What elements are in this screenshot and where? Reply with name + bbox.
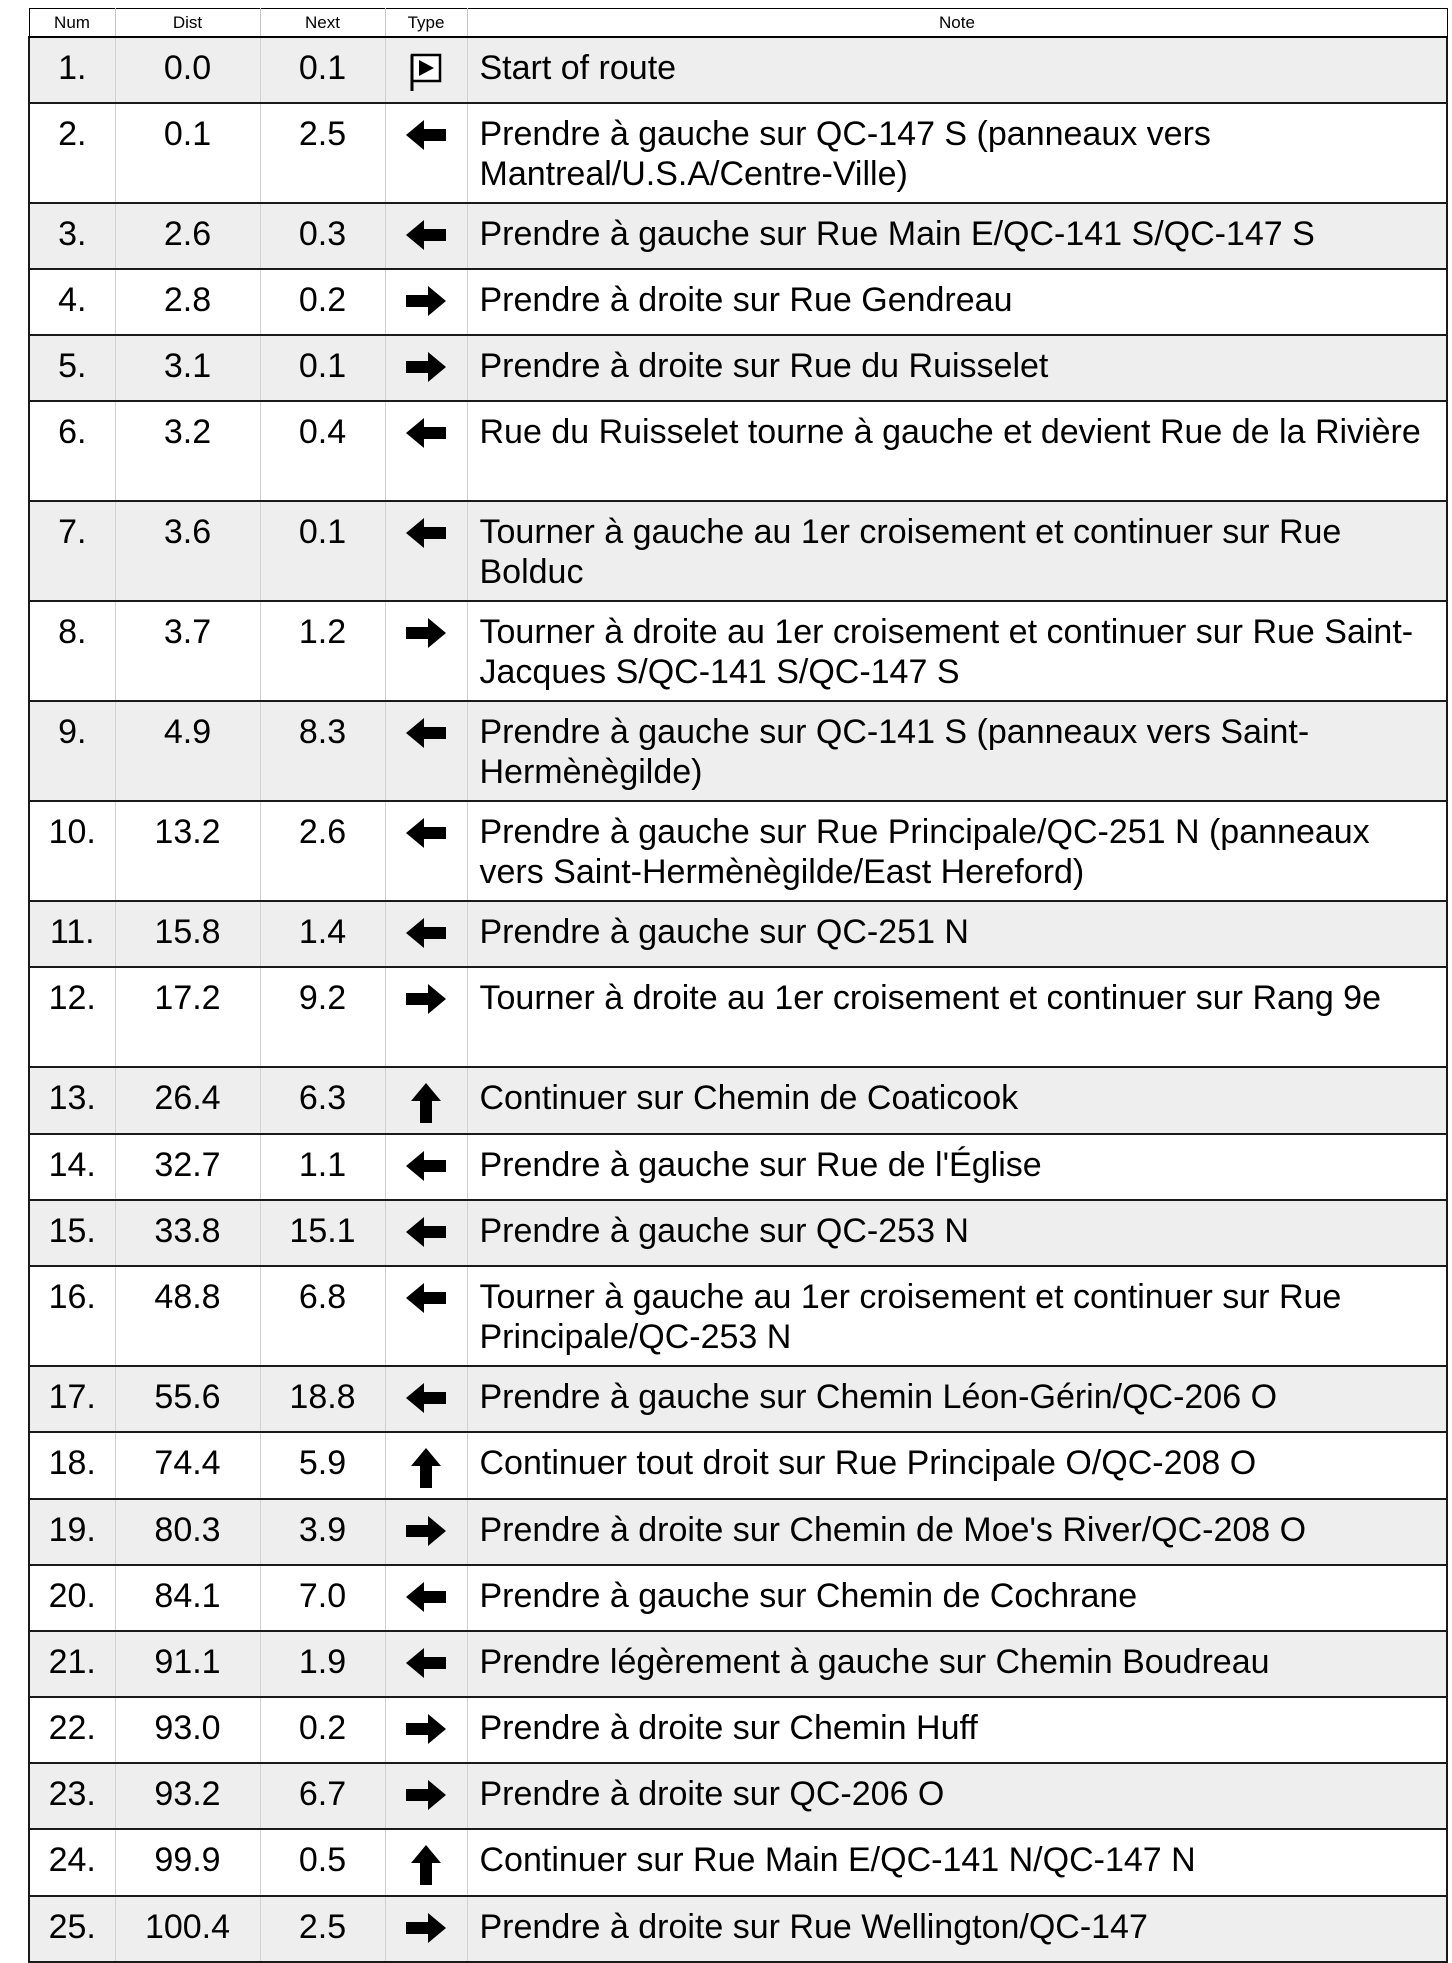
- table-row: [29, 601, 1447, 701]
- cell-next: 0.2: [260, 269, 385, 335]
- cell-type: [385, 1134, 467, 1200]
- left-arrow-icon: [404, 1580, 448, 1614]
- cell-dist: 3.2: [115, 401, 260, 501]
- left-arrow-icon: [404, 1215, 448, 1249]
- cell-type: [385, 269, 467, 335]
- right-arrow-icon: [404, 1514, 448, 1548]
- cell-type: [385, 1631, 467, 1697]
- table-row: [29, 269, 1447, 335]
- cell-dist: 0.1: [115, 103, 260, 203]
- right-arrow-icon: [404, 1911, 448, 1945]
- cell-dist: 93.2: [115, 1763, 260, 1829]
- left-arrow-icon: [404, 416, 448, 450]
- cell-next: 1.4: [260, 901, 385, 967]
- cell-dist: 13.2: [115, 801, 260, 901]
- cell-num: 5.: [29, 335, 115, 401]
- cell-type: [385, 1829, 467, 1896]
- left-arrow-icon: [404, 1149, 448, 1183]
- cell-next: 2.6: [260, 801, 385, 901]
- table-row: [29, 1631, 1447, 1697]
- left-arrow-icon: [404, 1281, 448, 1315]
- cell-type: [385, 203, 467, 269]
- cell-num: 18.: [29, 1432, 115, 1499]
- cell-type: [385, 801, 467, 901]
- cell-next: 2.5: [260, 103, 385, 203]
- cell-type: [385, 1067, 467, 1134]
- cell-note: Prendre à gauche sur Rue de l'Église: [467, 1134, 1447, 1200]
- cell-note: Prendre à droite sur Rue du Ruisselet: [467, 335, 1447, 401]
- straight-arrow-icon: [409, 1844, 443, 1886]
- cell-next: 6.3: [260, 1067, 385, 1134]
- cell-dist: 0.0: [115, 37, 260, 103]
- cell-num: 17.: [29, 1366, 115, 1432]
- cell-note: Prendre à droite sur Chemin Huff: [467, 1697, 1447, 1763]
- cell-dist: 26.4: [115, 1067, 260, 1134]
- cell-note: Prendre à droite sur Rue Gendreau: [467, 269, 1447, 335]
- cell-type: [385, 601, 467, 701]
- cue-sheet-table: [28, 8, 1448, 1963]
- table-row: [29, 401, 1447, 501]
- right-arrow-icon: [404, 350, 448, 384]
- cell-num: 23.: [29, 1763, 115, 1829]
- right-arrow-icon: [404, 1778, 448, 1812]
- left-arrow-icon: [404, 916, 448, 950]
- right-arrow-icon: [404, 616, 448, 650]
- table-header: [29, 9, 1447, 38]
- cell-next: 18.8: [260, 1366, 385, 1432]
- cell-note: Prendre à gauche sur Chemin de Cochrane: [467, 1565, 1447, 1631]
- cell-dist: 48.8: [115, 1266, 260, 1366]
- table-row: [29, 1134, 1447, 1200]
- cell-note: Start of route: [467, 37, 1447, 103]
- cell-num: 15.: [29, 1200, 115, 1266]
- cell-type: [385, 1565, 467, 1631]
- cell-next: 0.3: [260, 203, 385, 269]
- left-arrow-icon: [404, 1646, 448, 1680]
- cell-num: 1.: [29, 37, 115, 103]
- cell-next: 6.7: [260, 1763, 385, 1829]
- cell-note: Tourner à gauche au 1er croisement et continuer sur Rue Principale/QC-253 N: [467, 1266, 1447, 1366]
- cell-num: 11.: [29, 901, 115, 967]
- cell-num: 16.: [29, 1266, 115, 1366]
- cell-num: 25.: [29, 1896, 115, 1962]
- cell-type: [385, 1896, 467, 1962]
- cell-note: Prendre à gauche sur QC-253 N: [467, 1200, 1447, 1266]
- table-row: [29, 967, 1447, 1067]
- table-row: [29, 335, 1447, 401]
- cell-num: 10.: [29, 801, 115, 901]
- table-row: [29, 1499, 1447, 1565]
- cell-next: 15.1: [260, 1200, 385, 1266]
- left-arrow-icon: [404, 516, 448, 550]
- header-row: [29, 9, 1447, 38]
- cell-next: 9.2: [260, 967, 385, 1067]
- header-dist: Dist: [115, 9, 260, 38]
- cell-type: [385, 501, 467, 601]
- cell-num: 14.: [29, 1134, 115, 1200]
- cell-next: 0.4: [260, 401, 385, 501]
- table-row: [29, 701, 1447, 801]
- straight-arrow-icon: [409, 1447, 443, 1489]
- cell-type: [385, 967, 467, 1067]
- table-row: [29, 1200, 1447, 1266]
- header-num: Num: [29, 9, 115, 38]
- cell-type: [385, 1266, 467, 1366]
- cell-note: Prendre à gauche sur QC-147 S (panneaux vers Mantreal/U.S.A/Centre-Ville): [467, 103, 1447, 203]
- cell-note: Continuer sur Rue Main E/QC-141 N/QC-147 N: [467, 1829, 1447, 1896]
- cell-type: [385, 37, 467, 103]
- cell-type: [385, 103, 467, 203]
- cell-next: 6.8: [260, 1266, 385, 1366]
- cell-num: 7.: [29, 501, 115, 601]
- cell-note: Prendre à gauche sur QC-141 S (panneaux vers Saint-Hermènègilde): [467, 701, 1447, 801]
- cell-next: 0.2: [260, 1697, 385, 1763]
- cell-next: 1.1: [260, 1134, 385, 1200]
- cell-next: 7.0: [260, 1565, 385, 1631]
- cell-note: Tourner à gauche au 1er croisement et continuer sur Rue Bolduc: [467, 501, 1447, 601]
- cell-dist: 3.1: [115, 335, 260, 401]
- left-arrow-icon: [404, 816, 448, 850]
- cell-type: [385, 1432, 467, 1499]
- header-next: Next: [260, 9, 385, 38]
- cell-note: Prendre à droite sur Chemin de Moe's River/QC-208 O: [467, 1499, 1447, 1565]
- cell-type: [385, 1200, 467, 1266]
- cell-note: Continuer sur Chemin de Coaticook: [467, 1067, 1447, 1134]
- cell-dist: 2.6: [115, 203, 260, 269]
- left-arrow-icon: [404, 716, 448, 750]
- cell-dist: 74.4: [115, 1432, 260, 1499]
- cell-dist: 33.8: [115, 1200, 260, 1266]
- cell-next: 0.1: [260, 501, 385, 601]
- table-row: [29, 801, 1447, 901]
- cell-dist: 93.0: [115, 1697, 260, 1763]
- cell-num: 13.: [29, 1067, 115, 1134]
- table-row: [29, 1266, 1447, 1366]
- cell-dist: 4.9: [115, 701, 260, 801]
- cell-next: 0.1: [260, 335, 385, 401]
- cell-note: Prendre à gauche sur QC-251 N: [467, 901, 1447, 967]
- table-row: [29, 1763, 1447, 1829]
- cell-num: 21.: [29, 1631, 115, 1697]
- cell-next: 0.5: [260, 1829, 385, 1896]
- table-row: [29, 1896, 1447, 1962]
- left-arrow-icon: [404, 118, 448, 152]
- cell-dist: 3.6: [115, 501, 260, 601]
- cell-next: 5.9: [260, 1432, 385, 1499]
- cell-note: Tourner à droite au 1er croisement et continuer sur Rue Saint-Jacques S/QC-141 S/QC-147 S: [467, 601, 1447, 701]
- cell-dist: 15.8: [115, 901, 260, 967]
- table-row: [29, 203, 1447, 269]
- table-row: [29, 1565, 1447, 1631]
- cell-num: 12.: [29, 967, 115, 1067]
- table-row: [29, 1697, 1447, 1763]
- cell-num: 8.: [29, 601, 115, 701]
- cell-num: 6.: [29, 401, 115, 501]
- cell-dist: 2.8: [115, 269, 260, 335]
- cell-note: Prendre légèrement à gauche sur Chemin Boudreau: [467, 1631, 1447, 1697]
- cell-dist: 91.1: [115, 1631, 260, 1697]
- cell-dist: 55.6: [115, 1366, 260, 1432]
- cell-next: 8.3: [260, 701, 385, 801]
- cell-next: 2.5: [260, 1896, 385, 1962]
- table-row: [29, 901, 1447, 967]
- cell-dist: 17.2: [115, 967, 260, 1067]
- cell-num: 22.: [29, 1697, 115, 1763]
- cell-note: Rue du Ruisselet tourne à gauche et devient Rue de la Rivière: [467, 401, 1447, 501]
- cell-note: Prendre à droite sur Rue Wellington/QC-147: [467, 1896, 1447, 1962]
- cell-type: [385, 1366, 467, 1432]
- cell-num: 3.: [29, 203, 115, 269]
- right-arrow-icon: [404, 982, 448, 1016]
- cell-dist: 3.7: [115, 601, 260, 701]
- cell-dist: 100.4: [115, 1896, 260, 1962]
- cell-num: 24.: [29, 1829, 115, 1896]
- cell-note: Prendre à gauche sur Chemin Léon-Gérin/QC-206 O: [467, 1366, 1447, 1432]
- cell-type: [385, 901, 467, 967]
- cell-next: 1.9: [260, 1631, 385, 1697]
- straight-arrow-icon: [409, 1082, 443, 1124]
- table-row: [29, 1067, 1447, 1134]
- table-row: [29, 501, 1447, 601]
- cell-note: Prendre à gauche sur Rue Principale/QC-251 N (panneaux vers Saint-Hermènègilde/East Hereford): [467, 801, 1447, 901]
- cell-num: 19.: [29, 1499, 115, 1565]
- left-arrow-icon: [404, 1381, 448, 1415]
- cell-note: Tourner à droite au 1er croisement et continuer sur Rang 9e: [467, 967, 1447, 1067]
- table-row: [29, 1432, 1447, 1499]
- right-arrow-icon: [404, 1712, 448, 1746]
- header-note: Note: [467, 9, 1447, 38]
- table-row: [29, 1366, 1447, 1432]
- cell-dist: 99.9: [115, 1829, 260, 1896]
- cell-type: [385, 701, 467, 801]
- cell-next: 3.9: [260, 1499, 385, 1565]
- cell-type: [385, 1499, 467, 1565]
- cell-num: 9.: [29, 701, 115, 801]
- header-type: Type: [385, 9, 467, 38]
- left-arrow-icon: [404, 218, 448, 252]
- cell-note: Prendre à gauche sur Rue Main E/QC-141 S/QC-147 S: [467, 203, 1447, 269]
- cell-next: 1.2: [260, 601, 385, 701]
- table-row: [29, 103, 1447, 203]
- right-arrow-icon: [404, 284, 448, 318]
- cell-dist: 84.1: [115, 1565, 260, 1631]
- cell-dist: 80.3: [115, 1499, 260, 1565]
- cell-num: 20.: [29, 1565, 115, 1631]
- start-flag-icon: [406, 52, 446, 92]
- table-row: [29, 1829, 1447, 1896]
- cell-type: [385, 1763, 467, 1829]
- cell-num: 2.: [29, 103, 115, 203]
- cell-note: Continuer tout droit sur Rue Principale O/QC-208 O: [467, 1432, 1447, 1499]
- cell-note: Prendre à droite sur QC-206 O: [467, 1763, 1447, 1829]
- cell-num: 4.: [29, 269, 115, 335]
- cell-type: [385, 1697, 467, 1763]
- table-row: [29, 37, 1447, 103]
- cell-next: 0.1: [260, 37, 385, 103]
- table-body: [29, 37, 1447, 1962]
- cell-dist: 32.7: [115, 1134, 260, 1200]
- cell-type: [385, 335, 467, 401]
- cell-type: [385, 401, 467, 501]
